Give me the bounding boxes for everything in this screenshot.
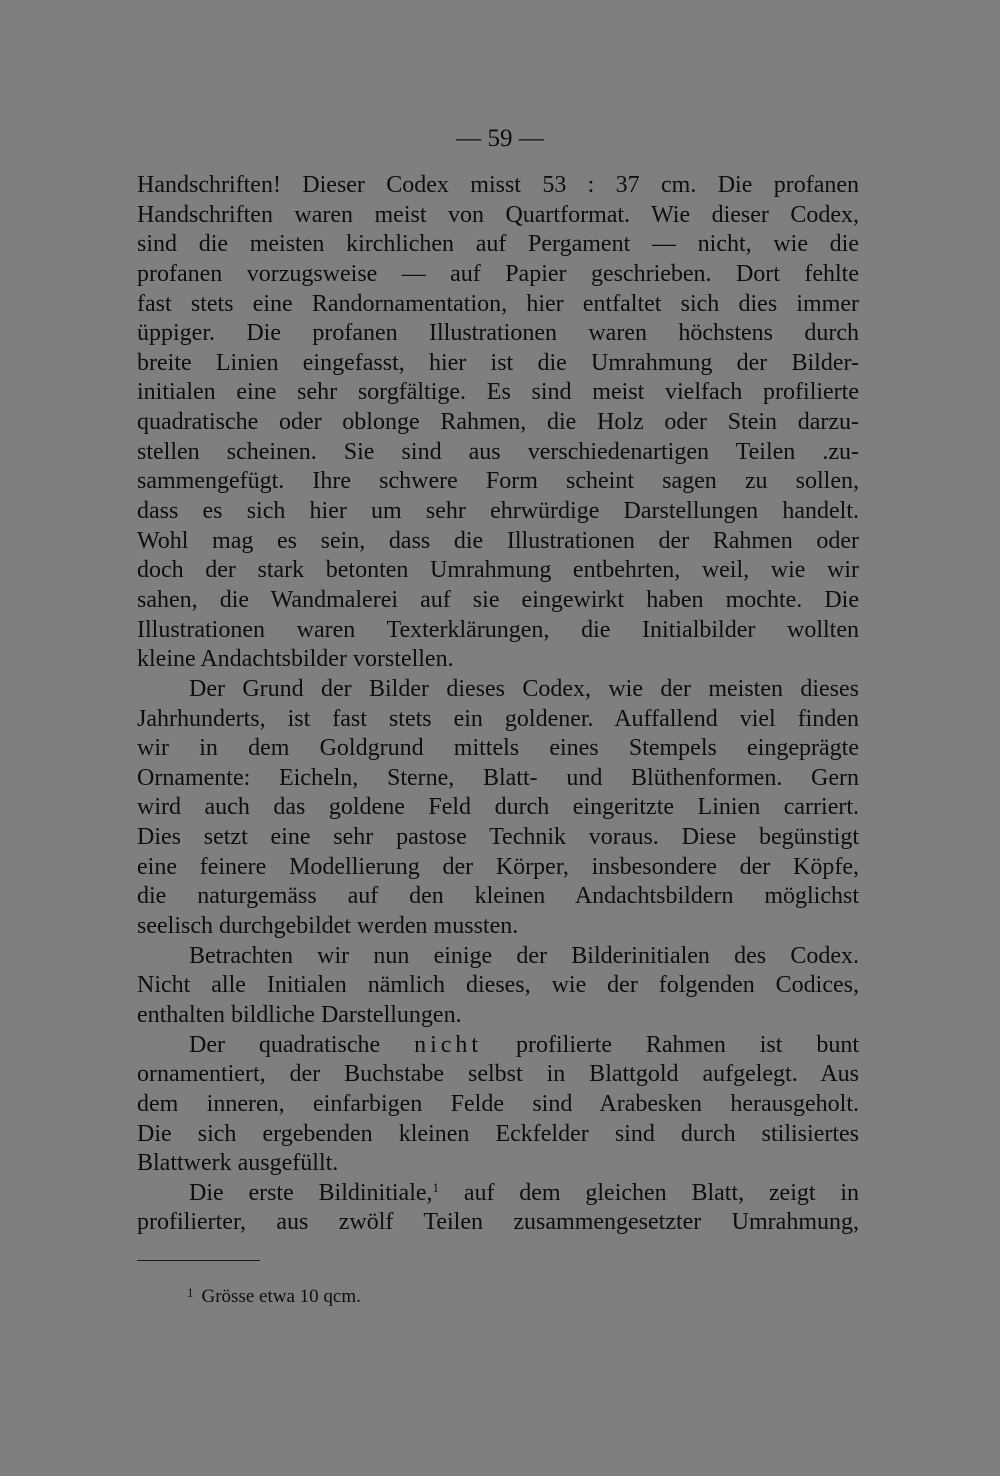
paragraph-start-line bbox=[137, 1031, 859, 1061]
text-line: profilierter, aus zwölf Teilen zusammengesetzter Umrahmung, bbox=[137, 1209, 859, 1236]
footnote-reference: 1 bbox=[432, 1179, 440, 1195]
paragraph-start-line: Betrachten wir nun einige der Bilderinitialen des Codex. bbox=[189, 942, 859, 969]
footnote-divider bbox=[137, 1260, 260, 1261]
text-segment: profilierte Rahmen ist bunt bbox=[516, 1031, 860, 1058]
text-segment: Der quadratische bbox=[189, 1031, 381, 1058]
body-text bbox=[137, 171, 859, 1238]
text-line: quadratische oder oblonge Rahmen, die Holz oder Stein darzu- bbox=[137, 409, 859, 436]
text-line: dass es sich hier um sehr ehrwürdige Darstellungen handelt. bbox=[137, 498, 859, 525]
text-line: enthalten bildliche Darstellungen. bbox=[137, 1001, 462, 1028]
text-line: sammengefügt. Ihre schwere Form scheint sagen zu sollen, bbox=[137, 468, 859, 495]
text-line: Ornamente: Eicheln, Sterne, Blatt- und Blüthenformen. Gern bbox=[137, 764, 859, 791]
text-line: fast stets eine Randornamentation, hier entfaltet sich dies immer bbox=[137, 290, 859, 317]
text-line: seelisch durchgebildet werden mussten. bbox=[137, 913, 519, 940]
text-line: eine feinere Modellierung der Körper, insbesondere der Köpfe, bbox=[137, 853, 859, 880]
text-line: Die sich ergebenden kleinen Eckfelder sind durch stilisiertes bbox=[137, 1120, 859, 1147]
text-line: Handschriften waren meist von Quartformat. Wie dieser Codex, bbox=[137, 201, 859, 228]
text-line: wir in dem Goldgrund mittels eines Stempels eingeprägte bbox=[137, 735, 859, 762]
text-line: wird auch das goldene Feld durch eingeritzte Linien carriert. bbox=[137, 794, 859, 821]
text-line: breite Linien eingefasst, hier ist die Umrahmung der Bilder- bbox=[137, 349, 859, 376]
paragraph-start-line: Der Grund der Bilder dieses Codex, wie der meisten dieses bbox=[189, 675, 859, 702]
text-line: ornamentiert, der Buchstabe selbst in Blattgold aufgelegt. Aus bbox=[137, 1061, 859, 1088]
text-segment: Die erste Bildinitiale, bbox=[189, 1179, 433, 1206]
text-line: sind die meisten kirchlichen auf Pergament — nicht, wie die bbox=[137, 231, 859, 258]
text-line: doch der stark betonten Umrahmung entbehrten, weil, wie wir bbox=[137, 557, 859, 584]
footnote-text: Grösse etwa 10 qcm. bbox=[201, 1286, 361, 1307]
text-line: Handschriften! Dieser Codex misst 53 : 37 cm. Die profanen bbox=[137, 172, 859, 198]
footnote bbox=[187, 1281, 361, 1309]
footnote-marker: 1 bbox=[187, 1285, 194, 1300]
text-line: die naturgemäss auf den kleinen Andachtsbildern möglichst bbox=[137, 883, 859, 910]
text-line: initialen eine sehr sorgfältige. Es sind meist vielfach profilierte bbox=[137, 379, 859, 406]
text-segment: auf dem gleichen Blatt, zeigt in bbox=[463, 1179, 860, 1206]
text-line: Jahrhunderts, ist fast stets ein goldener. Auffallend viel finden bbox=[137, 705, 859, 732]
text-line: Nicht alle Initialen nämlich dieses, wie der folgenden Codices, bbox=[137, 972, 859, 999]
text-line: Blattwerk ausgefüllt. bbox=[137, 1150, 339, 1177]
text-line: üppiger. Die profanen Illustrationen waren höchstens durch bbox=[137, 320, 859, 347]
text-line: kleine Andachtsbilder vorstellen. bbox=[137, 646, 454, 673]
text-line: profanen vorzugsweise — auf Papier geschrieben. Dort fehlte bbox=[137, 260, 859, 287]
text-line: Dies setzt eine sehr pastose Technik voraus. Diese begünstigt bbox=[137, 824, 859, 851]
emphasized-word: nicht bbox=[414, 1031, 483, 1058]
paragraph-start-line bbox=[137, 1179, 859, 1209]
page-number: — 59 — bbox=[456, 125, 544, 152]
text-line: sahen, die Wandmalerei auf sie eingewirkt haben mochte. Die bbox=[137, 586, 859, 613]
text-line: stellen scheinen. Sie sind aus verschiedenartigen Teilen .zu- bbox=[137, 438, 859, 465]
text-line: dem inneren, einfarbigen Felde sind Arabesken herausgeholt. bbox=[137, 1090, 859, 1117]
text-line: Illustrationen waren Texterklärungen, die Initialbilder wollten bbox=[137, 616, 859, 643]
text-line: Wohl mag es sein, dass die Illustrationen der Rahmen oder bbox=[137, 527, 859, 554]
